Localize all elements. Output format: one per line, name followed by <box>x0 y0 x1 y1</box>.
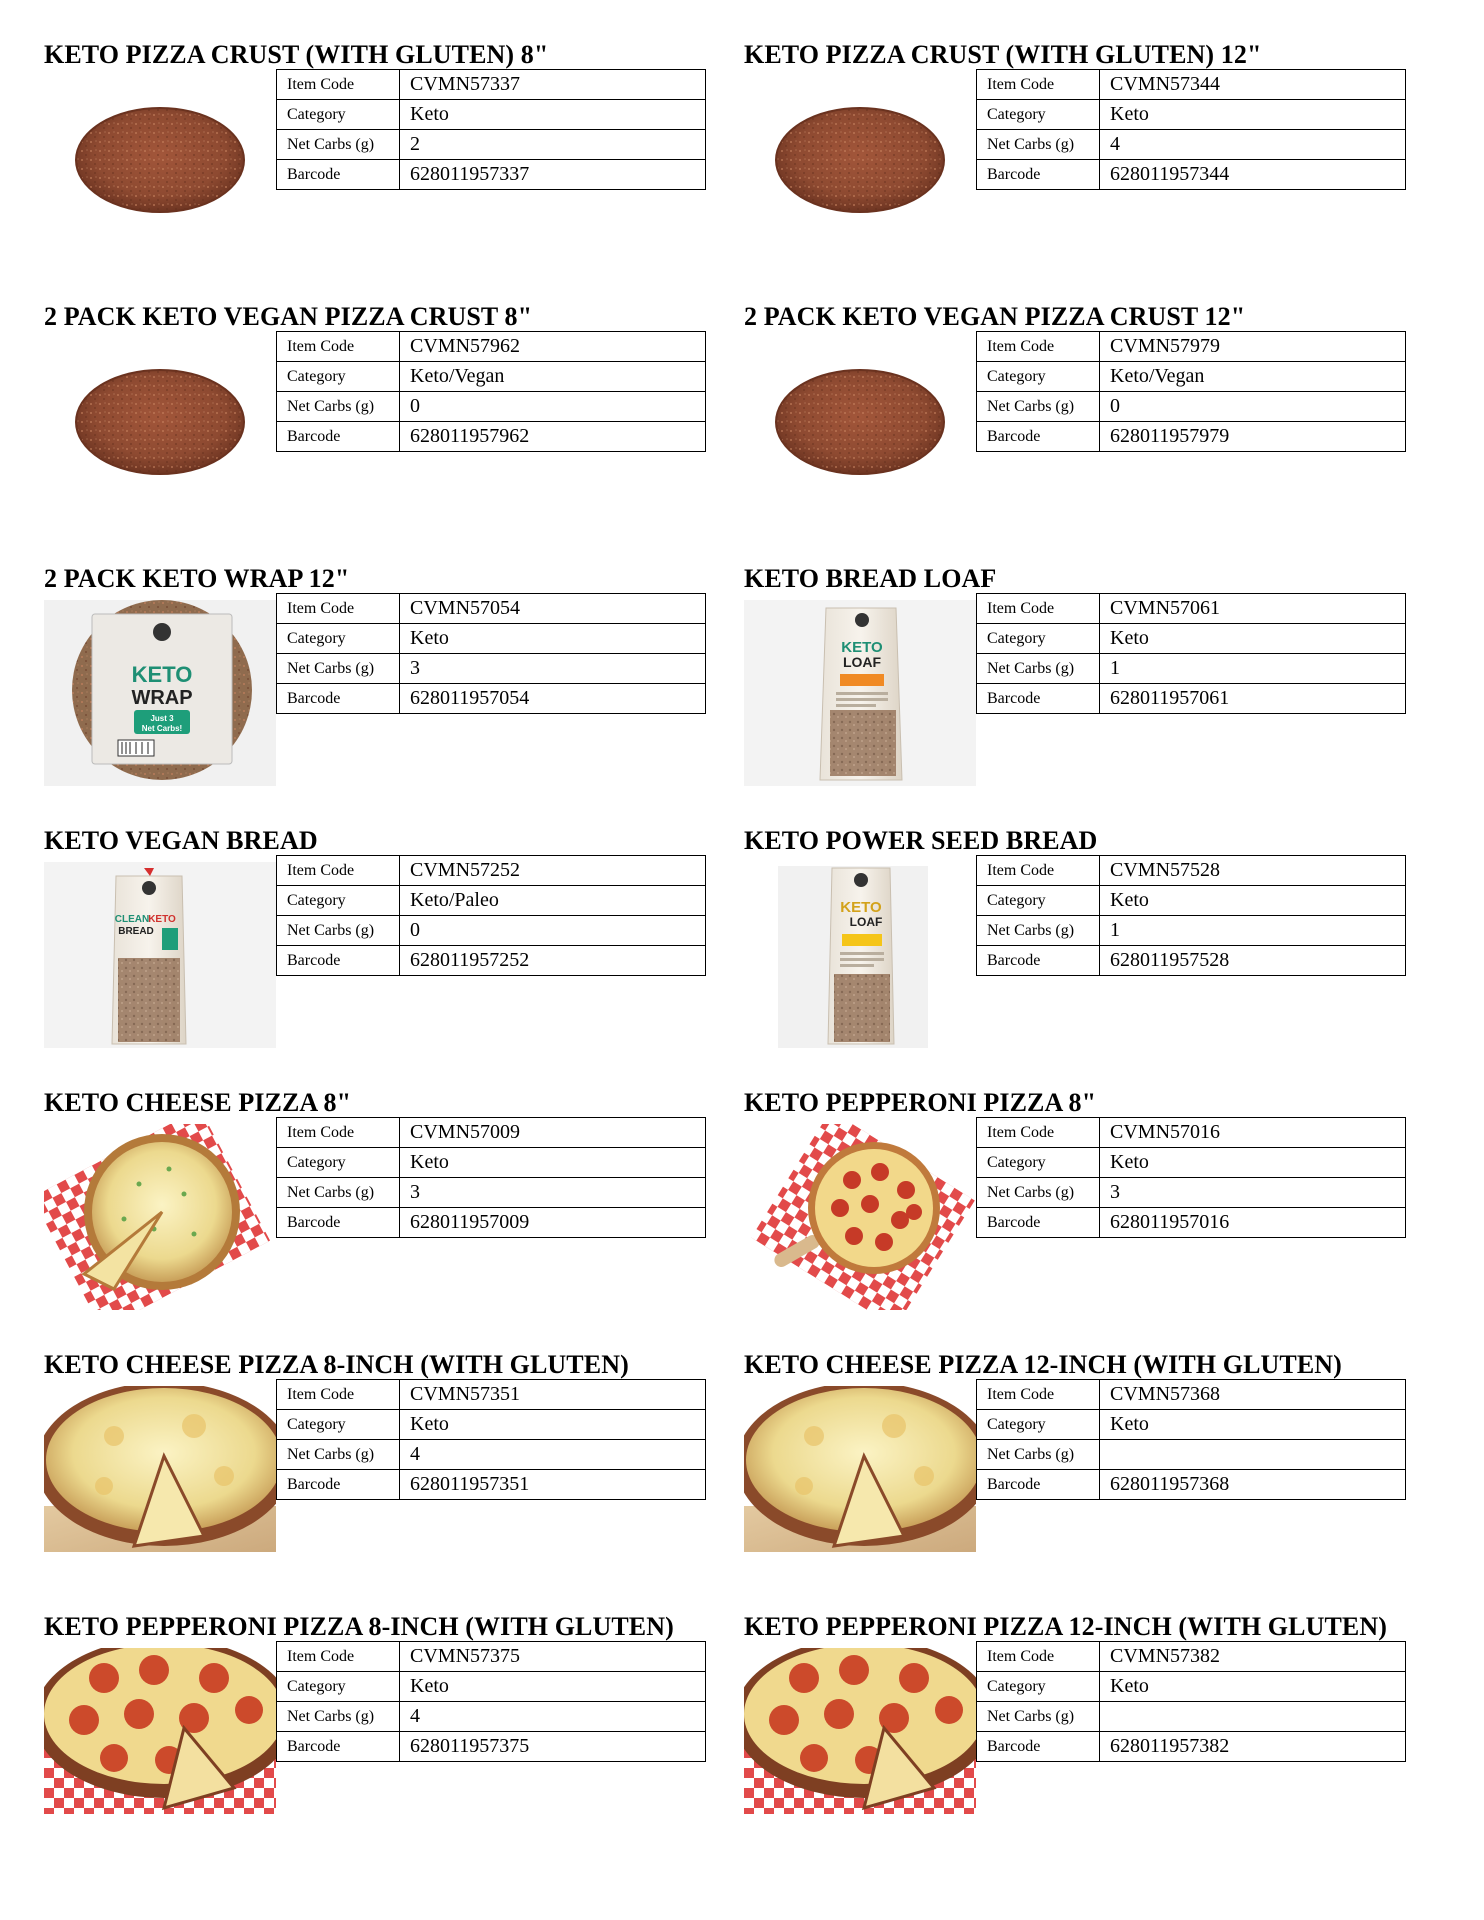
product-specs-table <box>976 855 1406 976</box>
spec-label: Net Carbs (g) <box>977 916 1100 946</box>
product-title: KETO PIZZA CRUST (WITH GLUTEN) 12" <box>744 40 1262 69</box>
product-specs-table <box>976 593 1406 714</box>
category-value: Keto <box>400 1672 706 1702</box>
cheese-pizza-closeup-image <box>744 1386 976 1552</box>
category-value: Keto <box>1100 1148 1406 1178</box>
svg-text:Just 3: Just 3 <box>150 714 174 723</box>
spec-label: Item Code <box>977 332 1100 362</box>
barcode-value: 628011957009 <box>400 1208 706 1238</box>
product-card <box>744 1088 1434 1328</box>
spec-label: Category <box>977 100 1100 130</box>
category-value: Keto <box>400 1410 706 1440</box>
spec-label: Item Code <box>977 1380 1100 1410</box>
net-carbs-value <box>1100 1440 1406 1470</box>
net-carbs-value: 4 <box>400 1440 706 1470</box>
spec-label: Net Carbs (g) <box>277 916 400 946</box>
spec-label: Item Code <box>977 1642 1100 1672</box>
category-value: Keto <box>1100 624 1406 654</box>
spec-label: Item Code <box>977 856 1100 886</box>
svg-text:LOAF: LOAF <box>842 654 882 670</box>
pepperoni-pizza-image <box>744 1124 976 1310</box>
product-title: 2 PACK KETO VEGAN PIZZA CRUST 12" <box>744 302 1246 331</box>
spec-label: Net Carbs (g) <box>977 1440 1100 1470</box>
product-title: 2 PACK KETO WRAP 12" <box>44 564 350 593</box>
spec-label: Category <box>977 886 1100 916</box>
product-card <box>744 40 1434 280</box>
product-title: KETO PEPPERONI PIZZA 8" <box>744 1088 1097 1117</box>
product-specs-table <box>276 331 706 452</box>
svg-text:KETO: KETO <box>148 914 176 925</box>
item-code-value: CVMN57337 <box>400 70 706 100</box>
spec-label: Net Carbs (g) <box>977 392 1100 422</box>
product-card <box>44 826 734 1066</box>
svg-text:Net Carbs!: Net Carbs! <box>141 724 183 733</box>
barcode-value: 628011957061 <box>1100 684 1406 714</box>
product-card <box>44 1612 734 1852</box>
pizza-crust-image <box>744 338 976 524</box>
spec-label: Barcode <box>277 1208 400 1238</box>
pepperoni-pizza-closeup-image <box>44 1648 276 1814</box>
spec-label: Net Carbs (g) <box>977 1178 1100 1208</box>
product-title: KETO CHEESE PIZZA 8-INCH (WITH GLUTEN) <box>44 1350 629 1379</box>
barcode-value: 628011957344 <box>1100 160 1406 190</box>
item-code-value: CVMN57009 <box>400 1118 706 1148</box>
spec-label: Category <box>277 1410 400 1440</box>
product-title: 2 PACK KETO VEGAN PIZZA CRUST 8" <box>44 302 533 331</box>
spec-label: Item Code <box>277 332 400 362</box>
product-title: KETO VEGAN BREAD <box>44 826 318 855</box>
spec-label: Net Carbs (g) <box>277 130 400 160</box>
net-carbs-value <box>1100 1702 1406 1732</box>
spec-label: Net Carbs (g) <box>277 1440 400 1470</box>
barcode-value: 628011957337 <box>400 160 706 190</box>
category-value: Keto/Vegan <box>400 362 706 392</box>
product-card <box>744 1350 1434 1590</box>
product-specs-table <box>276 1641 706 1762</box>
pepperoni-pizza-closeup-image <box>744 1648 976 1814</box>
barcode-value: 628011957528 <box>1100 946 1406 976</box>
item-code-value: CVMN57016 <box>1100 1118 1406 1148</box>
spec-label: Category <box>277 886 400 916</box>
product-title: KETO BREAD LOAF <box>744 564 997 593</box>
category-value: Keto/Vegan <box>1100 362 1406 392</box>
product-card <box>44 302 734 542</box>
product-title: KETO PIZZA CRUST (WITH GLUTEN) 8" <box>44 40 549 69</box>
spec-label: Net Carbs (g) <box>977 1702 1100 1732</box>
spec-label: Net Carbs (g) <box>277 654 400 684</box>
spec-label: Barcode <box>977 1208 1100 1238</box>
barcode-value: 628011957979 <box>1100 422 1406 452</box>
product-card <box>44 1350 734 1590</box>
category-value: Keto <box>400 1148 706 1178</box>
spec-label: Net Carbs (g) <box>277 1702 400 1732</box>
spec-label: Category <box>977 1148 1100 1178</box>
category-value: Keto <box>400 624 706 654</box>
spec-label: Net Carbs (g) <box>977 130 1100 160</box>
bread-loaf-package-image <box>744 600 976 786</box>
spec-label: Category <box>277 362 400 392</box>
item-code-value: CVMN57351 <box>400 1380 706 1410</box>
product-specs-table <box>276 1117 706 1238</box>
net-carbs-value: 4 <box>1100 130 1406 160</box>
net-carbs-value: 1 <box>1100 916 1406 946</box>
product-card <box>744 302 1434 542</box>
spec-label: Item Code <box>277 1380 400 1410</box>
net-carbs-value: 0 <box>400 916 706 946</box>
item-code-value: CVMN57344 <box>1100 70 1406 100</box>
barcode-value: 628011957962 <box>400 422 706 452</box>
category-value: Keto <box>1100 886 1406 916</box>
item-code-value: CVMN57382 <box>1100 1642 1406 1672</box>
product-specs-table <box>976 1641 1406 1762</box>
net-carbs-value: 1 <box>1100 654 1406 684</box>
product-card <box>744 1612 1434 1852</box>
product-card <box>744 826 1434 1066</box>
spec-label: Barcode <box>977 1732 1100 1762</box>
spec-label: Barcode <box>277 1470 400 1500</box>
net-carbs-value: 3 <box>400 1178 706 1208</box>
spec-label: Item Code <box>277 856 400 886</box>
product-specs-table <box>276 855 706 976</box>
spec-label: Item Code <box>277 594 400 624</box>
spec-label: Barcode <box>977 684 1100 714</box>
svg-text:BREAD: BREAD <box>118 926 154 937</box>
product-specs-table <box>276 593 706 714</box>
product-card <box>44 40 734 280</box>
spec-label: Net Carbs (g) <box>277 392 400 422</box>
category-value: Keto <box>1100 1410 1406 1440</box>
product-specs-table <box>976 69 1406 190</box>
item-code-value: CVMN57979 <box>1100 332 1406 362</box>
barcode-value: 628011957054 <box>400 684 706 714</box>
barcode-value: 628011957375 <box>400 1732 706 1762</box>
net-carbs-value: 2 <box>400 130 706 160</box>
spec-label: Barcode <box>277 422 400 452</box>
product-title: KETO CHEESE PIZZA 12-INCH (WITH GLUTEN) <box>744 1350 1342 1379</box>
spec-label: Category <box>977 1410 1100 1440</box>
net-carbs-value: 0 <box>400 392 706 422</box>
item-code-value: CVMN57962 <box>400 332 706 362</box>
product-title: KETO POWER SEED BREAD <box>744 826 1098 855</box>
svg-text:KETO: KETO <box>841 639 883 656</box>
spec-label: Barcode <box>277 946 400 976</box>
net-carbs-value: 4 <box>400 1702 706 1732</box>
pizza-crust-image <box>744 76 976 262</box>
category-value: Keto <box>400 100 706 130</box>
spec-label: Item Code <box>977 70 1100 100</box>
spec-label: Category <box>277 624 400 654</box>
svg-text:WRAP: WRAP <box>131 687 193 709</box>
product-title: KETO PEPPERONI PIZZA 8-INCH (WITH GLUTEN) <box>44 1612 674 1641</box>
net-carbs-value: 3 <box>400 654 706 684</box>
spec-label: Item Code <box>277 70 400 100</box>
product-specs-table <box>976 331 1406 452</box>
item-code-value: CVMN57061 <box>1100 594 1406 624</box>
item-code-value: CVMN57375 <box>400 1642 706 1672</box>
svg-text:LOAF: LOAF <box>849 915 883 929</box>
pizza-crust-image <box>44 338 276 524</box>
pizza-crust-image <box>44 76 276 262</box>
barcode-value: 628011957368 <box>1100 1470 1406 1500</box>
spec-label: Barcode <box>277 1732 400 1762</box>
product-card <box>44 564 734 804</box>
product-specs-table <box>976 1117 1406 1238</box>
spec-label: Item Code <box>977 594 1100 624</box>
spec-label: Category <box>977 1672 1100 1702</box>
product-card <box>44 1088 734 1328</box>
barcode-value: 628011957016 <box>1100 1208 1406 1238</box>
spec-label: Category <box>977 624 1100 654</box>
svg-text:KETO: KETO <box>131 662 193 687</box>
product-specs-table <box>276 1379 706 1500</box>
product-specs-table <box>276 69 706 190</box>
spec-label: Category <box>977 362 1100 392</box>
svg-text:CLEAN: CLEAN <box>114 914 150 925</box>
spec-label: Item Code <box>977 1118 1100 1148</box>
item-code-value: CVMN57054 <box>400 594 706 624</box>
spec-label: Net Carbs (g) <box>977 654 1100 684</box>
product-specs-table <box>976 1379 1406 1500</box>
barcode-value: 628011957351 <box>400 1470 706 1500</box>
spec-label: Category <box>277 100 400 130</box>
product-card <box>744 564 1434 804</box>
spec-label: Item Code <box>277 1642 400 1672</box>
spec-label: Category <box>277 1672 400 1702</box>
barcode-value: 628011957382 <box>1100 1732 1406 1762</box>
product-title: KETO CHEESE PIZZA 8" <box>44 1088 352 1117</box>
net-carbs-value: 3 <box>1100 1178 1406 1208</box>
spec-label: Category <box>277 1148 400 1178</box>
item-code-value: CVMN57528 <box>1100 856 1406 886</box>
item-code-value: CVMN57252 <box>400 856 706 886</box>
cheese-pizza-closeup-image <box>44 1386 276 1552</box>
item-code-value: CVMN57368 <box>1100 1380 1406 1410</box>
spec-label: Barcode <box>977 160 1100 190</box>
spec-label: Barcode <box>977 1470 1100 1500</box>
spec-label: Net Carbs (g) <box>277 1178 400 1208</box>
barcode-value: 628011957252 <box>400 946 706 976</box>
spec-label: Barcode <box>977 422 1100 452</box>
spec-label: Barcode <box>277 684 400 714</box>
power-seed-bread-package-image <box>744 862 976 1048</box>
keto-wrap-package-image <box>44 600 276 786</box>
spec-label: Item Code <box>277 1118 400 1148</box>
cheese-pizza-image <box>44 1124 276 1310</box>
category-value: Keto <box>1100 1672 1406 1702</box>
vegan-bread-package-image <box>44 862 276 1048</box>
net-carbs-value: 0 <box>1100 392 1406 422</box>
category-value: Keto/Paleo <box>400 886 706 916</box>
spec-label: Barcode <box>977 946 1100 976</box>
svg-text:KETO: KETO <box>840 899 882 916</box>
product-title: KETO PEPPERONI PIZZA 12-INCH (WITH GLUTEN) <box>744 1612 1387 1641</box>
category-value: Keto <box>1100 100 1406 130</box>
spec-label: Barcode <box>277 160 400 190</box>
